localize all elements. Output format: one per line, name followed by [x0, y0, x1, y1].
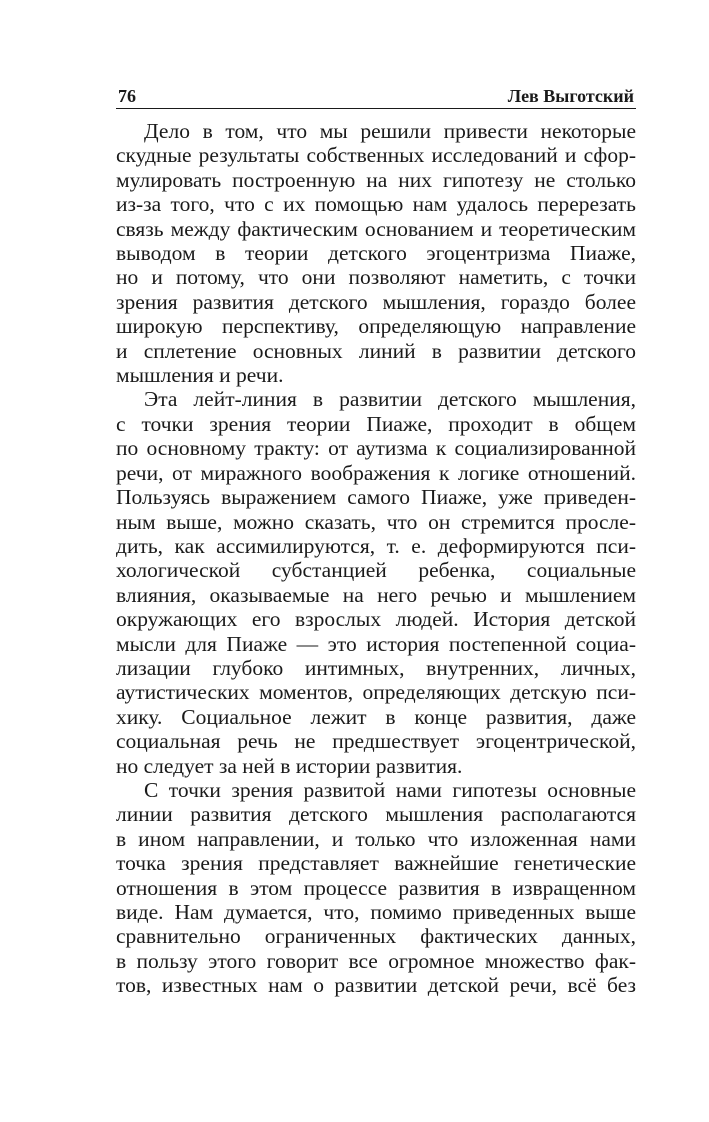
text-line: лизации глубоко интимных, внутренних, личных, [116, 655, 636, 680]
running-header [116, 78, 636, 109]
text-line: хологической субстанцией ребенка, социальные [116, 558, 636, 583]
text-line: выводом в теории детского эгоцентризма Пиаже, [116, 241, 636, 266]
text-line: речи, от миражного воображения к логике отношений. [116, 460, 636, 485]
text-line: влияния, оказываемые на него речью и мышлением [116, 582, 636, 607]
text-line: дить, как ассимилируются, т. е. деформируются пси- [116, 533, 636, 558]
text-line: Дело в том, что мы решили привести некоторые [144, 119, 636, 143]
text-line: сравнительно ограниченных фактических данных, [116, 924, 636, 949]
text-line: зрения развития детского мышления, гораздо более [116, 289, 636, 314]
text-line: Эта лейт-линия в развитии детского мышления, [144, 387, 636, 412]
text-line: тов, известных нам о развитии детской речи, всё без [116, 973, 636, 998]
text-line: скудные результаты собственных исследований и сфор- [116, 143, 636, 168]
text-line: и сплетение основных линий в развитии детского [116, 338, 636, 363]
text-line: но следует за ней в истории развития. [116, 753, 463, 778]
text-line: хику. Социальное лежит в конце развития, даже [116, 704, 636, 729]
body-text [116, 119, 636, 998]
text-line: социальная речь не предшествует эгоцентрической, [116, 729, 636, 754]
author-name: Лев Выготский [507, 86, 634, 106]
text-line: в пользу этого говорит все огромное множество фак- [116, 948, 636, 973]
text-line: ным выше, можно сказать, что он стремится просле- [116, 509, 636, 534]
book-page [116, 78, 636, 998]
text-line: с точки зрения теории Пиаже, проходит в общем [116, 411, 636, 436]
paragraph-3 [116, 778, 636, 998]
page-number: 76 [118, 86, 136, 106]
text-line: линии развития детского мышления располагаются [116, 802, 636, 827]
text-line: окружающих его взрослых людей. История детской [116, 607, 636, 632]
text-line: точка зрения представляет важнейшие генетические [116, 851, 636, 876]
text-line: широкую перспективу, определяющую направление [116, 314, 636, 339]
text-line: мысли для Пиаже — это история постепенной социа- [116, 631, 636, 656]
paragraph-2 [116, 387, 636, 778]
text-line: аутистических моментов, определяющих детскую пси- [116, 680, 636, 705]
text-line: но и потому, что они позволяют наметить, с точки [116, 265, 636, 290]
text-line: из-за того, что с их помощью нам удалось перерезать [116, 192, 636, 217]
text-line: отношения в этом процессе развития в извращенном [116, 875, 636, 900]
text-line: в ином направлении, и только что изложенная нами [116, 826, 636, 851]
text-line: мышления и речи. [116, 363, 284, 388]
text-line: С точки зрения развитой нами гипотезы основные [144, 777, 636, 802]
text-line: Пользуясь выражением самого Пиаже, уже приведен- [116, 485, 636, 510]
paragraph-1 [116, 119, 636, 387]
text-line: мулировать построенную на них гипотезу не столько [116, 167, 636, 192]
text-line: виде. Нам думается, что, помимо приведенных выше [116, 900, 636, 924]
text-line: по основному тракту: от аутизма к социализированной [116, 436, 636, 461]
text-line: связь между фактическим основанием и теоретическим [116, 216, 636, 241]
